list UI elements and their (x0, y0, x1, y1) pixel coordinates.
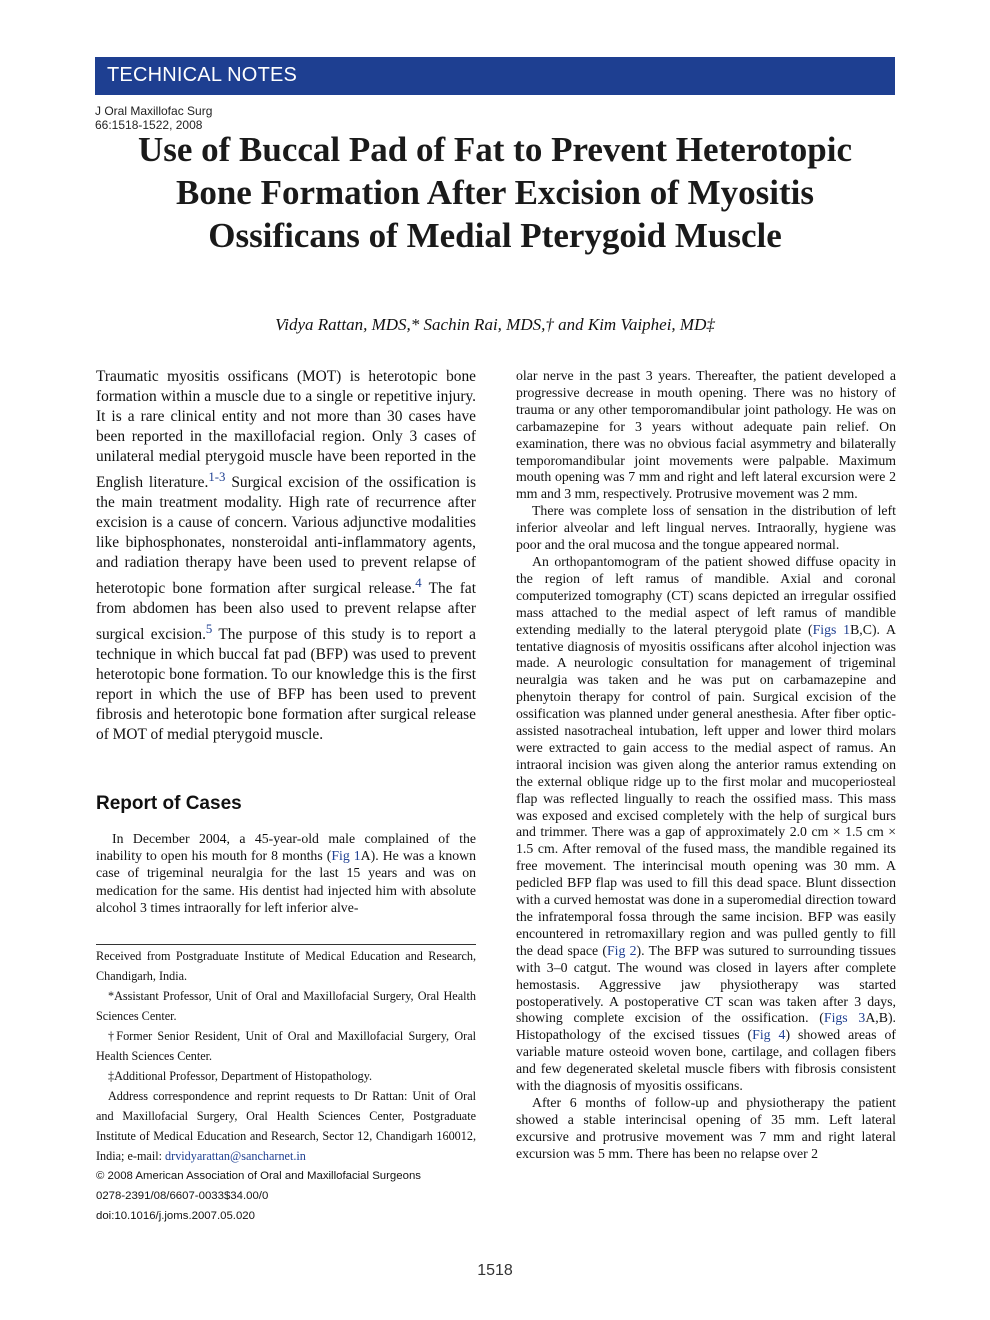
body-paragraph: After 6 months of follow-up and physiotherapy the patient showed a stable interincisal opening of 35 mm. Left lateral excursive and protrusive movement was 7 mm and right lateral excursion was 5 mm. There has been no relapse over 2 (516, 1094, 896, 1161)
author-footnote: †Former Senior Resident, Unit of Oral and Maxillofacial Surgery, Oral Health Sciences Center. (96, 1029, 476, 1063)
body-text: A,B). Histopathology of the excised tissues ( (516, 1010, 896, 1043)
footnote-divider (96, 944, 476, 945)
body-text: ) showed areas of variable mature osteoid woven bone, cartilage, and collagen fibers and few degenerated skeletal muscle fibers with fibrosis consistent with the diagnosis of myositis ossificans. (516, 1027, 896, 1094)
address-text: Address correspondence and reprint requests to Dr Rattan: Unit of Oral and Maxillofacial Surgery, Oral Health Sciences Center, Postgraduate Institute of Medical Education and Research, Sector 12, Chandigarh 160012, India; e-mail: (96, 1089, 476, 1163)
intro-text: Surgical excision of the ossification is the main treatment modality. High rate of recurrence after excision is a cause of concern. Various adjunctive modalities like biphosphonates, nonsteroidal anti-inflammatory agents, and radiation therapy have been used to prevent relapse of heterotopic bone formation after surgical release. (96, 474, 476, 598)
body-text: B,C). A tentative diagnosis of myositis ossificans after alcohol injection was made. A neurologic consultation for management of trigeminal neuralgia was taken and he was put on carbamazepine and phenytoin therapy for control of pain. Surgical excision of the ossification was planned under general anesthesia. After fiber optic-assisted nasotracheal intubation, left upper and lower third molars were extracted to gain access to the medial aspect of ramus. An intraoral incision was given along the anterior ramus extending on the external oblique ridge up to the first molar and mucoperiosteal flap was reflected lingually to reach the ossified mass. This mass was exposed and excised completely with the help of surgical burs and trimmer. There was a gap of approximately 2.0 cm × 1.5 cm × 1.5 cm. After removal of the fused mass, the mandible regained its free movement. The interincisal mouth opening was 30 mm. A pedicled BFP flap was used to fill this dead space. Blunt dissection with a curved hemostat was done in a superomedial direction toward the infratemporal fossa through the same incision. BFP was easily encountered in retromaxillary region and was pulled gently to fill the dead space ( (516, 621, 896, 958)
email-link[interactable]: drvidyarattan@sancharnet.in (165, 1149, 306, 1163)
report-text: A). He was a known case of trigeminal neuralgia for the last 15 years and was on medication for the same. His dentist had injected him with absolute alcohol 3 times intraorally for left inferior alve- (96, 848, 477, 915)
right-column (516, 368, 896, 1163)
journal-volume: 66:1518-1522, 2008 (95, 118, 203, 132)
figure-link[interactable]: Fig 4 (752, 1027, 786, 1043)
figure-link[interactable]: Figs 3 (823, 1010, 866, 1026)
page-number: 1518 (477, 1262, 513, 1279)
author-list: Vidya Rattan, MDS,* Sachin Rai, MDS,† and Kim Vaiphei, MD‡ (275, 315, 715, 334)
reference-link[interactable]: 5 (205, 622, 213, 637)
section-banner (95, 57, 895, 95)
report-column (96, 830, 476, 916)
intro-text: The purpose of this study is to report a technique in which buccal fat pad (BFP) was used to prevent heterotopic bone formation. To our knowledge this is the first report in which the use of BFP has been used to prevent fibrosis and heterotopic bone formation after surgical release of MOT of medial pterygoid muscle. (96, 626, 476, 744)
intro-column (96, 367, 476, 745)
issn-line: 0278-2391/08/6607-0033$34.00/0 (96, 1190, 269, 1202)
doi-line: doi:10.1016/j.joms.2007.05.020 (96, 1210, 255, 1222)
correspondence-note (96, 1086, 476, 1166)
copyright-line: © 2008 American Association of Oral and Maxillofacial Surgeons (96, 1170, 421, 1182)
body-paragraph: There was complete loss of sensation in the distribution of left inferior alveolar and left lingual nerves. Intraorally, hygiene was poor and the oral mucosa and the tongue appeared normal. (516, 503, 896, 553)
body-paragraph (516, 554, 896, 1095)
footnotes (96, 946, 476, 1226)
report-text: In December 2004, a 45-year-old male complained of the inability to open his mouth for 8 months ( (96, 831, 476, 864)
section-heading: Report of Cases (96, 793, 242, 814)
reference-link[interactable]: 4 (415, 576, 422, 591)
author-footnote: ‡Additional Professor, Department of Histopathology. (108, 1069, 373, 1083)
figure-link[interactable]: Fig 1 (331, 848, 361, 864)
author-footnote: *Assistant Professor, Unit of Oral and Maxillofacial Surgery, Oral Health Sciences Center. (96, 989, 476, 1023)
body-text: An orthopantomogram of the patient showed diffuse opacity in the region of left ramus of mandible. Axial and coronal computerized tomography (CT) scans depicted an irregular ossified mass attached to the medial aspect of left ramus of mandible extending medially to the lateral pterygoid plate ( (516, 553, 896, 637)
article-title: Use of Buccal Pad of Fat to Prevent Heterotopic Bone Formation After Excision of Myositis Ossificans of Medial Pterygoid Muscle (137, 130, 853, 255)
figure-link[interactable]: Figs 1 (812, 621, 851, 637)
body-text: ). The BFP was sutured to surrounding tissues with 3–0 catgut. The wound was closed in layers after complete hemostasis. Aggressive jaw physiotherapy was started postoperatively. A postoperative CT scan was taken after 3 days, showing complete excision of the ossification. ( (516, 942, 896, 1026)
received-note: Received from Postgraduate Institute of Medical Education and Research, Chandigarh, India. (96, 949, 476, 983)
intro-paragraph (96, 367, 476, 745)
report-paragraph (96, 830, 476, 916)
intro-text: The fat from abdomen has been also used to prevent relapse after surgical excision. (96, 580, 476, 644)
reference-link[interactable]: 1-3 (208, 470, 226, 484)
body-paragraph: olar nerve in the past 3 years. Thereafter, the patient developed a progressive decrease in mouth opening. There was no history of trauma or any other temporomandibular joint pathology. He was on carbamazepine for 3 years without adequate pain relief. On examination, there was no obvious facial asymmetry and bilaterally temporomandibular joint movements were palpable. Maximum mouth opening was 7 mm and right and left lateral excursion were 2 mm and 3 mm, respectively. Protrusive movement was 2 mm. (516, 368, 896, 502)
intro-text: Traumatic myositis ossificans (MOT) is heterotopic bone formation within a muscle due to a single or repetitive injury. It is a rare clinical entity and not more than 30 cases have been reported in the maxillofacial region. Only 3 cases of unilateral medial pterygoid muscle have been reported in the English literature. (96, 368, 476, 492)
figure-link[interactable]: Fig 2 (606, 942, 637, 958)
section-label: TECHNICAL NOTES (107, 64, 298, 86)
journal-name: J Oral Maxillofac Surg (95, 104, 213, 118)
